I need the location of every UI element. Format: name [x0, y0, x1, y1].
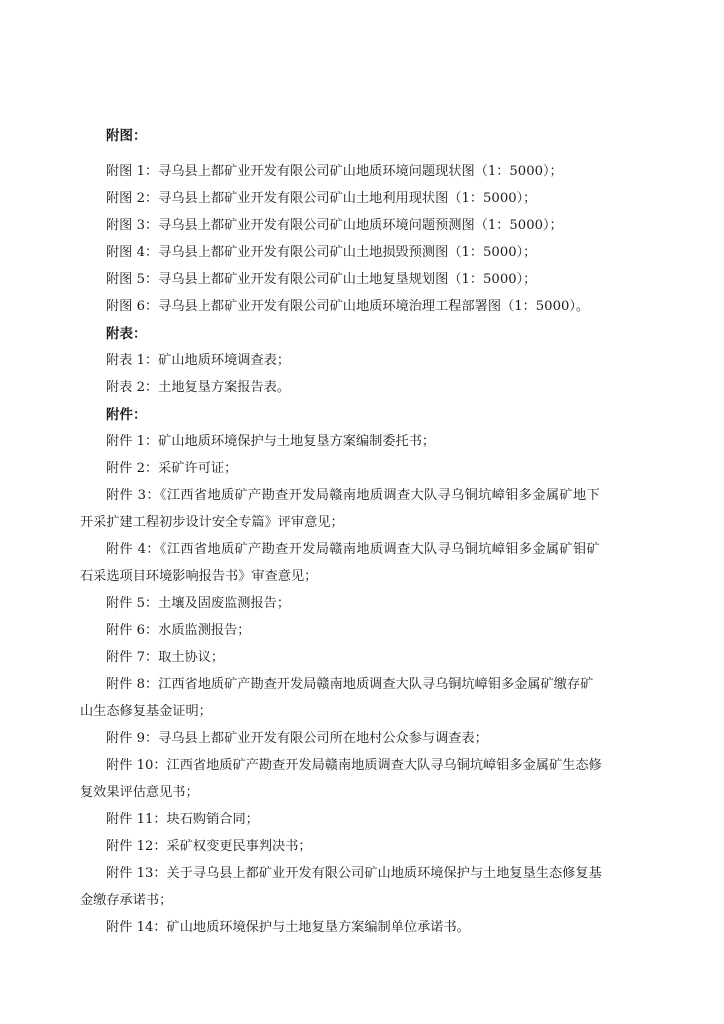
attachment-item-3-line-1: 附件 3：《江西省地质矿产勘查开发局赣南地质调查大队寻乌铜坑嶂钼多金属矿地下	[106, 488, 601, 503]
attachment-item-10-line-2: 复效果评估意见书；	[80, 785, 199, 800]
figure-item-5: 附图 5：寻乌县上都矿业开发有限公司矿山土地复垦规划图（1：5000）；	[106, 272, 537, 287]
attachment-item-1: 附件 1：矿山地质环境保护与土地复垦方案编制委托书；	[106, 434, 436, 449]
table-item-2: 附表 2：土地复垦方案报告表。	[106, 380, 291, 395]
attachment-item-8-line-2: 山生态修复基金证明；	[80, 704, 212, 719]
figure-item-4: 附图 4：寻乌县上都矿业开发有限公司矿山土地损毁预测图（1：5000）；	[106, 245, 537, 260]
figure-item-2: 附图 2：寻乌县上都矿业开发有限公司矿山土地利用现状图（1：5000）；	[106, 191, 537, 206]
table-item-1: 附表 1：矿山地质环境调查表；	[106, 353, 291, 368]
attachment-item-12: 附件 12：采矿权变更民事判决书；	[106, 839, 312, 854]
attachment-item-4-line-1: 附件 4：《江西省地质矿产勘查开发局赣南地质调查大队寻乌铜坑嶂钼多金属矿钼矿	[106, 542, 601, 557]
figures-heading: 附图：	[106, 128, 147, 144]
attachment-item-10-line-1: 附件 10：江西省地质矿产勘查开发局赣南地质调查大队寻乌铜坑嶂钼多金属矿生态修	[106, 758, 602, 773]
figure-item-3: 附图 3：寻乌县上都矿业开发有限公司矿山地质环境问题预测图（1：5000）；	[106, 218, 563, 233]
attachment-item-8-line-1: 附件 8：江西省地质矿产勘查开发局赣南地质调查大队寻乌铜坑嶂钼多金属矿缴存矿	[106, 677, 594, 692]
attachment-item-4-line-2: 石采选项目环境影响报告书》审查意见；	[80, 569, 318, 584]
attachment-item-5: 附件 5：土壤及固废监测报告；	[106, 596, 291, 611]
attachments-heading: 附件：	[106, 407, 147, 423]
attachment-item-3-line-2: 开采扩建工程初步设计安全专篇》评审意见；	[80, 515, 344, 530]
attachment-item-7: 附件 7：取土协议；	[106, 650, 225, 665]
attachment-item-13-line-1: 附件 13：关于寻乌县上都矿业开发有限公司矿山地质环境保护与土地复垦生态修复基	[106, 866, 602, 881]
attachment-item-11: 附件 11：块石购销合同；	[106, 812, 259, 827]
tables-heading: 附表：	[106, 326, 147, 342]
attachment-item-14: 附件 14：矿山地质环境保护与土地复垦方案编制单位承诺书。	[106, 920, 470, 935]
figure-item-1: 附图 1：寻乌县上都矿业开发有限公司矿山地质环境问题现状图（1：5000）；	[106, 164, 563, 179]
attachment-item-9: 附件 9：寻乌县上都矿业开发有限公司所在地村公众参与调查表；	[106, 731, 488, 746]
figure-item-6: 附图 6：寻乌县上都矿业开发有限公司矿山地质环境治理工程部署图（1：5000）。	[106, 299, 590, 314]
attachment-item-13-line-2: 金缴存承诺书；	[80, 893, 173, 908]
attachment-item-2: 附件 2：采矿许可证；	[106, 461, 238, 476]
attachment-item-6: 附件 6：水质监测报告；	[106, 623, 251, 638]
